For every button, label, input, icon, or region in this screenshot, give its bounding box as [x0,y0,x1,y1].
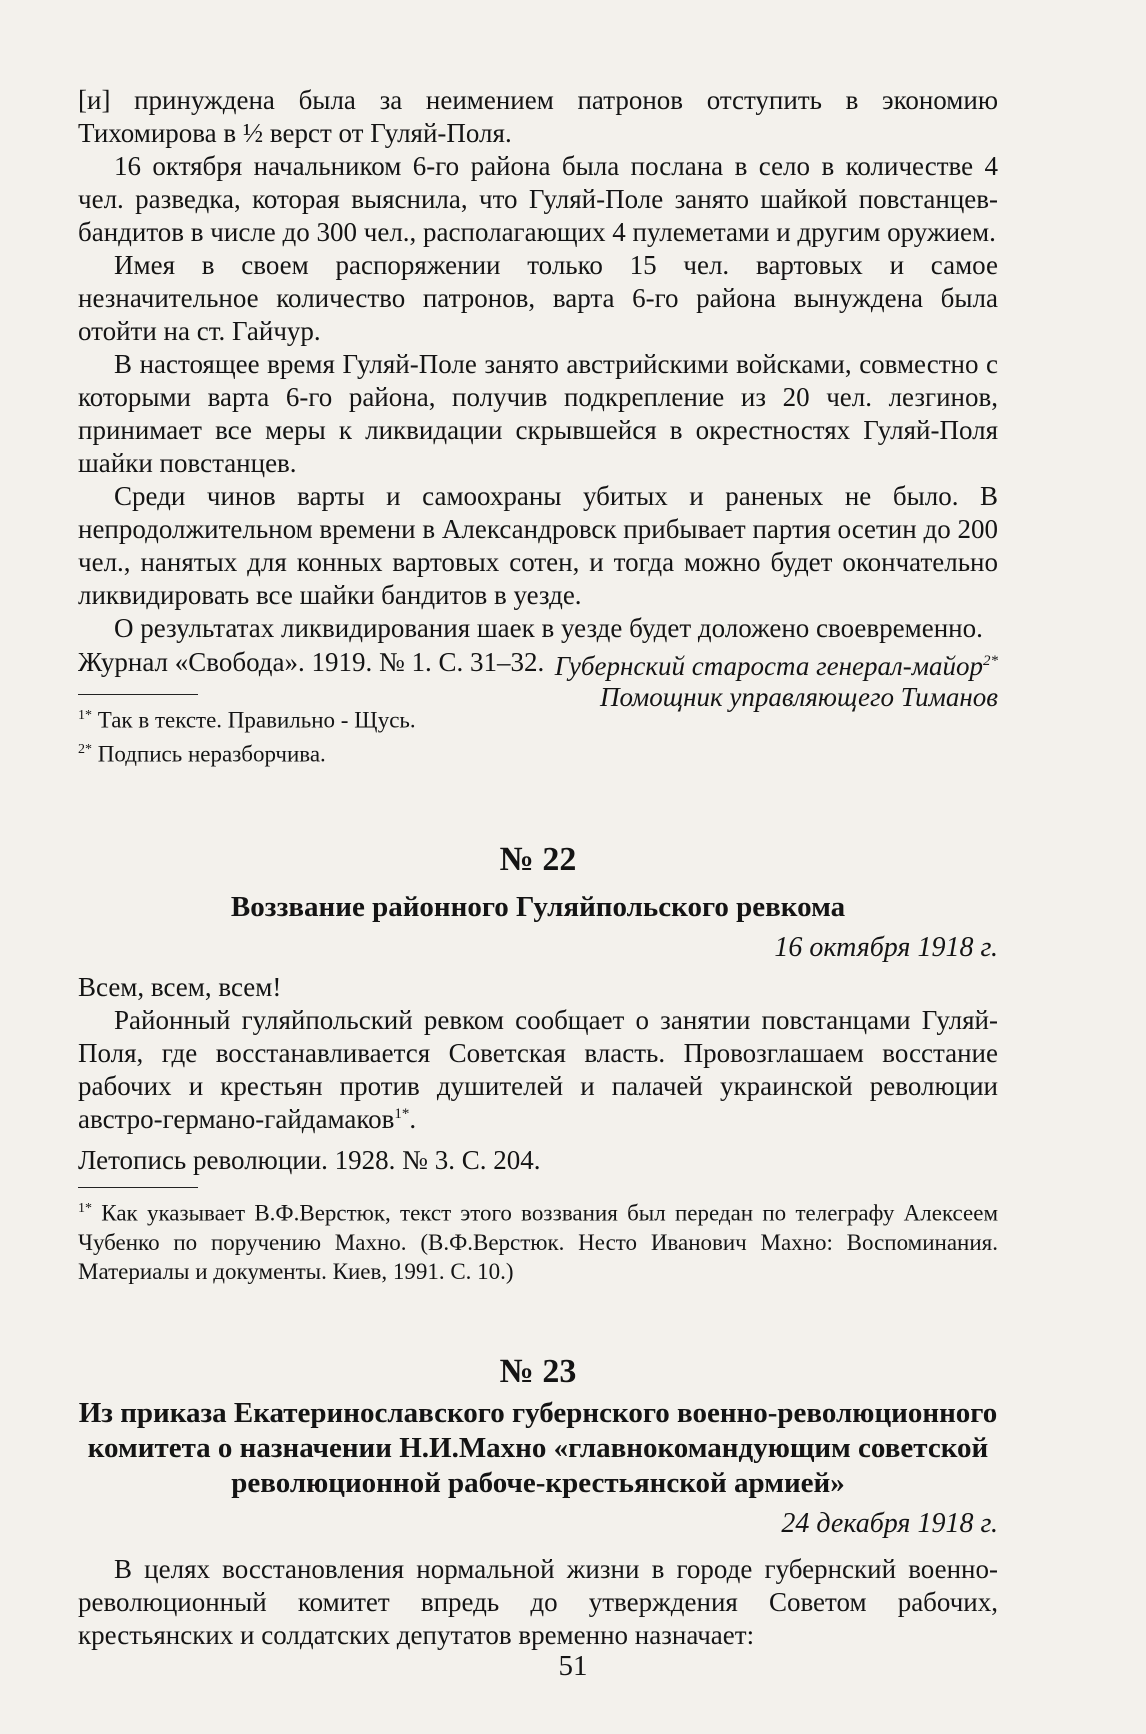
footnote-ref: 1* [394,1106,410,1122]
source-citation: Летопись революции. 1928. № 3. С. 204. [78,1145,541,1175]
footnote-rule [78,694,198,695]
greeting: Всем, всем, всем! [78,972,282,1002]
source-citation: Журнал «Свобода». 1919. № 1. С. 31–32. [78,647,545,677]
footnote-mark: 1* [78,708,92,723]
continued-report [78,84,998,713]
footnote-mark: 2* [78,741,92,757]
document-23 [78,1352,998,1652]
document-number: № 23 [499,1353,577,1390]
document-title: Воззвание районного Гуляйпольского ревкома [230,891,846,923]
footnote-mark: 1* [78,1201,92,1216]
document-date: 24 декабря 1918 г. [781,1508,998,1539]
footnote: $^{1*}$ Так в тексте. Правильно - Щусь. [78,707,416,733]
footnote-ref: 2* [983,653,998,669]
report-paragraph: 16 октября начальником 6-го района была послана в село в количестве 4 чел. разведка, которая выяснила, что Гуляй-Поле занято шайкой повстанцев-бандитов в числе до 300 чел., располагающих 4 пулеметами и другим оружием. [78,151,998,247]
footnotes-block-1 [78,694,998,768]
footnote-rule [78,1187,198,1188]
report-paragraph: Имея в своем распоряжении только 15 чел. вартовых и самое незначительное количество патронов, варта 6-го района вынуждена была отойти на ст. Гайчур. [78,250,998,346]
page-number: 51 [558,1650,588,1682]
appeal-body: Районный гуляйпольский ревком сообщает о занятии повстанцами Гуляй-Поля, где восстанавливается Советская власть. Провозглашаем восстание рабочих и крестьян против душителей и палачей украинской революции австро-германо-гайдамаков$^{1*}$. [78,1005,998,1134]
document-title: Из приказа Екатеринославского губернского военно-революционного комитета о назначении Н.И.Махно «главнокомандующим советской революционной рабоче-крестьянской армией» [78,1397,998,1499]
report-paragraph: О результатах ликвидирования шаек в уезде будет доложено своевременно. [114,613,983,643]
document-date: 16 октября 1918 г. [774,932,998,963]
report-paragraph: [и] принуждена была за неимением патронов отступить в экономию Тихомирова в ½ верст от Гуляй-Поля. [78,85,998,148]
signature-line-1: Губернский староста генерал-майор$^{2*}$ [554,651,998,681]
report-paragraph: В настоящее время Гуляй-Поле занято австрийскими войсками, совместно с которыми варта 6-го района, получив подкрепление из 20 чел. лезгинов, принимает все меры к ликвидации скрывшейся в окрестностях Гуляй-Поля шайки повстанцев. [78,349,998,478]
footnote: $^{1*}$ Как указывает В.Ф.Верстюк, текст этого воззвания был передан по телеграфу Алексеем Чубенко по поручению Махно. (В.Ф.Верстюк. Несто Иванович Махно: Воспоминания. Материалы и документы. Киев, 1991. С. 10.) [78,1200,999,1284]
report-paragraph: Среди чинов варты и самоохраны убитых и раненых не было. В непродолжительном времени в Александровск прибывает партия осетин до 200 чел., нанятых для конных вартовых сотен, и тогда можно будет окончательно ликвидировать все шайки бандитов в уезде. [78,481,998,610]
order-body: В целях восстановления нормальной жизни в городе губернский военно-революционный комитет впредь до утверждения Советом рабочих, крестьянских и солдатских депутатов временно назначает: [78,1554,998,1650]
document-22 [78,840,998,1286]
footnote: $^{2*}$ Подпись неразборчива. [78,741,326,767]
document-number: № 22 [499,841,577,878]
signature-line-2: Помощник управляющего Тиманов [600,682,998,712]
